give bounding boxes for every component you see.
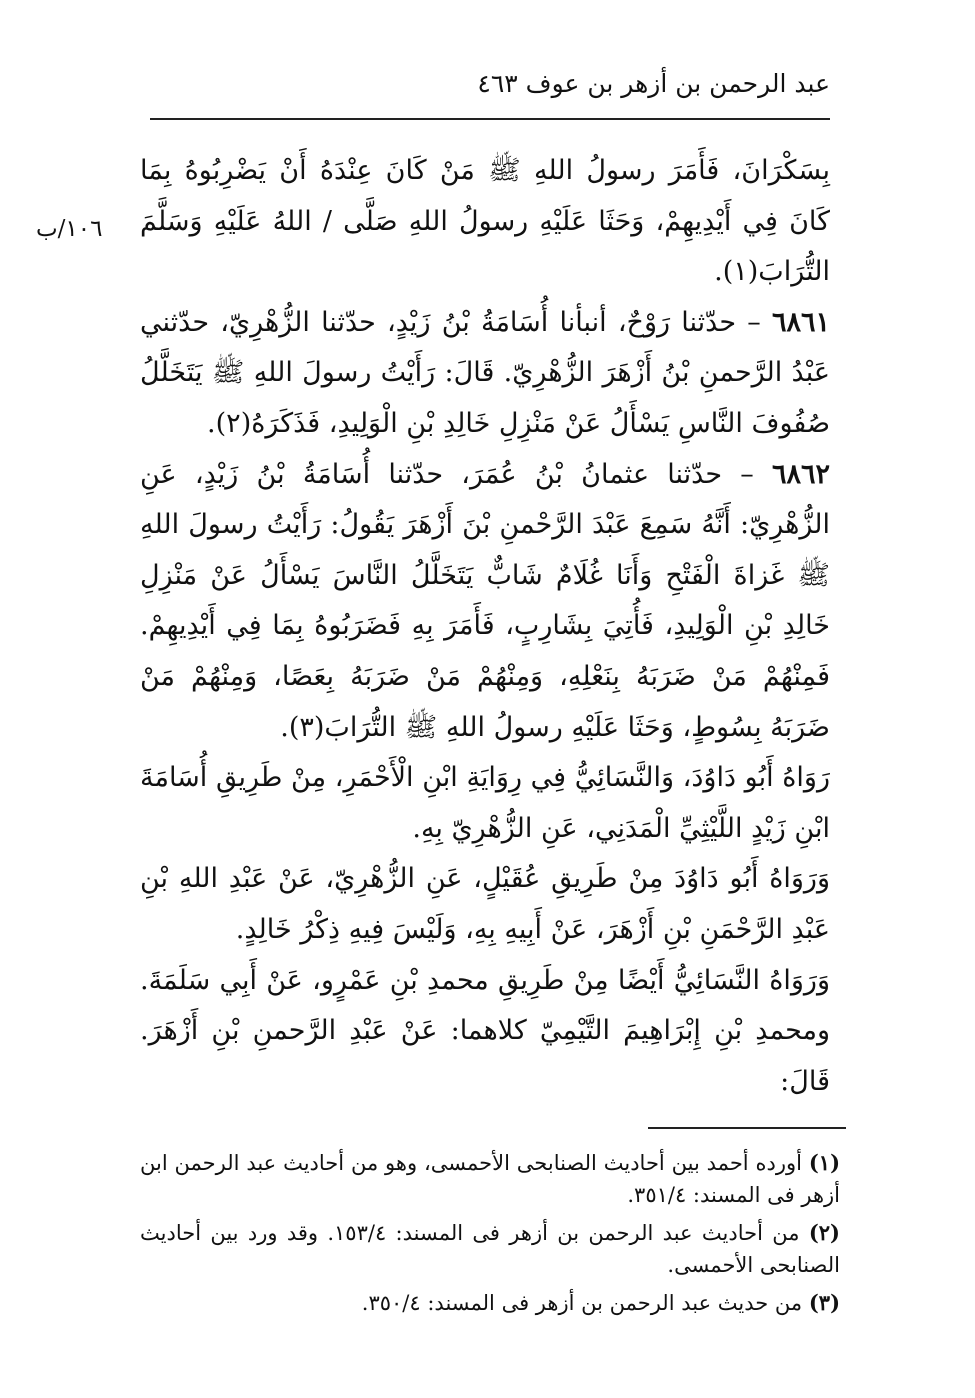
hadith-text: – حدّثنا رَوْحٌ، أنبأنا أُسَامَةُ بْنُ زَيْدٍ، حدّثنا الزُّهْرِيّ، حدّثني عَبْدُ الرَّحمنِ بْنُ أَزْهَرَ الزُّهْرِيّ. قَالَ: رَأَيْتُ رسولَ اللهِ ﷺ يَتَخَلَّلُ صُفُوفَ النَّاسِ يَسْأَلُ عَنْ مَنْزِلِ خَالِدِ بْنِ الْوَلِيدِ، فَذَكَرَهُ(٢). <box>140 306 830 439</box>
footnote <box>140 1147 840 1211</box>
paragraph-nasai: وَرَوَاهُ النَّسَائِيُّ أَيْضًا مِنْ طَرِيقِ محمدِ بْنِ عَمْرٍو، عَنْ أَبِي سَلَمَةَ. ومحمدِ بْنِ إِبْرَاهِيمَ التَّيْمِيّ كلاهما: عَنْ عَبْدِ الرَّحمنِ بْنِ أَزْهَرَ. قَالَ: <box>140 964 830 1097</box>
footnote-text: أورده أحمد بين أحاديث الصنابحى الأحمسى، وهو من أحاديث عبد الرحمن ابن أزهر فى المسند: ٣٥١/٤. <box>140 1151 840 1207</box>
page-number: ٤٦٣ <box>477 69 518 98</box>
footnote-mark: (٣) <box>808 1290 840 1315</box>
hadith-6861 <box>140 298 830 450</box>
manuscript-folio-note: ١٠٦/ب <box>36 216 103 242</box>
footnote <box>140 1287 840 1319</box>
footnote <box>140 1217 840 1281</box>
running-head-title: عبد الرحمن بن أزهر بن عوف <box>525 69 830 98</box>
paragraph-abudawud-nasai: رَوَاهُ أَبُو دَاوُدَ، وَالنَّسَائِيُّ فِي رِوَايَةِ ابْنِ الْأَحْمَرِ، مِنْ طَرِيقِ أُسَامَةَ ابْنِ زَيْدٍ اللَّيْثِيِّ الْمَدَنِي، عَنِ الزُّهْرِيّ بِهِ. <box>140 762 830 844</box>
main-text <box>140 146 830 1107</box>
hadith-text: – حدّثنا عثمانُ بْنُ عُمَرَ، حدّثنا أُسَامَةُ بْنُ زَيْدٍ، عَنِ الزُّهْرِيّ: أَنَّهُ سَمِعَ عَبْدَ الرَّحْمنِ بْنَ أَزْهَرَ يَقُولُ: رَأَيْتُ رسولَ اللهِ ﷺ غَزاةَ الْفَتْحِ وَأَنَا غُلَامٌ شَابٌّ يَتَخَلَّلُ النَّاسَ يَسْأَلُ عَنْ مَنْزِلِ خَالِدِ بْنِ الْوَلِيدِ، فَأُتِيَ بِشَارِبٍ، فَأَمَرَ بِهِ فَضَرَبُوهُ بِمَا فِي أَيْدِيهِمْ. فَمِنْهُمْ مَنْ ضَرَبَهُ بِنَعْلِهِ، وَمِنْهُمْ مَنْ ضَرَبَهُ بِعَصًا، وَمِنْهُمْ مَنْ ضَرَبَهُ بِسُوطٍ، وَحَثَا عَلَيْهِ رسولُ اللهِ ﷺ التُّرَابَ(٣). <box>140 458 830 743</box>
header-rule <box>150 118 830 120</box>
footnote-text: من حديث عبد الرحمن بن أزهر فى المسند: ٣٥٠/٤. <box>361 1291 803 1315</box>
hadith-number: ٦٨٦٢ <box>771 458 830 490</box>
hadith-6862 <box>140 450 830 754</box>
footnote-text: من أحاديث عبد الرحمن بن أزهر فى المسند: ١٥٣/٤. وقد ورد بين أحاديث الصنابحى الأحمسى. <box>140 1221 840 1277</box>
footnote-mark: (١) <box>808 1150 841 1175</box>
paragraph-abudawud-uqayl: وَرَوَاهُ أَبُو دَاوُدَ مِنْ طَرِيقِ عُقَيْلٍ، عَنِ الزُّهْرِيّ، عَنْ عَبْدِ اللهِ بْنِ عَبْدِ الرَّحْمَنِ بْنِ أَزْهَرَ، عَنْ أَبِيهِ بِهِ، وَلَيْسَ فِيهِ ذِكْرُ خَالِدٍ. <box>140 863 830 945</box>
running-head <box>150 64 830 104</box>
hadith-number: ٦٨٦١ <box>771 306 830 338</box>
footnote-rule <box>648 1127 846 1129</box>
footnote-mark: (٢) <box>808 1220 840 1245</box>
footnotes <box>140 1147 840 1325</box>
paragraph-continuation: بِسَكْرَانَ، فَأَمَرَ رسولُ اللهِ ﷺ مَنْ كَانَ عِنْدَهُ أَنْ يَضْرِبُوهُ بِمَا كَانَ فِي أَيْدِيهِمْ، وَحَثَا عَلَيْهِ رسولُ اللهِ صَلَّى / اللهُ عَلَيْهِ وَسَلَّمَ التُّرَابَ(١). <box>140 155 830 288</box>
